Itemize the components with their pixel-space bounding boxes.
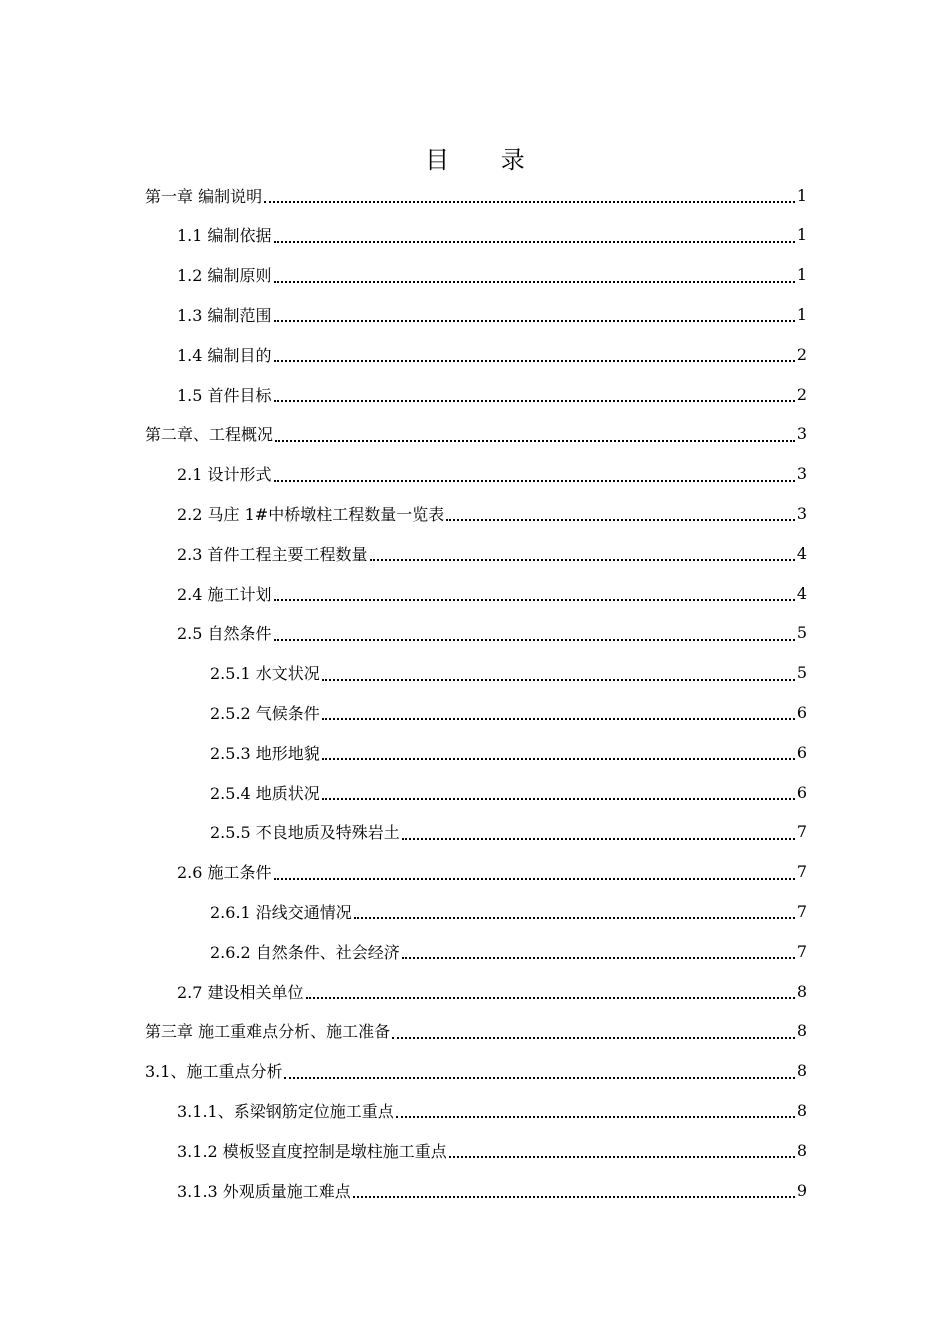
toc-dot-leader (274, 240, 795, 243)
toc-dot-leader (322, 757, 795, 760)
toc-entry-text: 1.2 编制原则 (177, 266, 272, 286)
toc-page-number: 1 (796, 304, 807, 324)
toc-entry-text: 2.4 施工计划 (177, 584, 272, 604)
toc-page-number: 7 (796, 862, 807, 882)
toc-entry[interactable] (145, 414, 807, 454)
page-title: 目 录 (425, 146, 547, 174)
toc-entry[interactable] (177, 454, 807, 494)
toc-entry-text: 3.1、施工重点分析 (145, 1062, 283, 1082)
toc-entry[interactable] (210, 732, 807, 772)
toc-entry[interactable] (177, 613, 807, 653)
toc-dot-leader (446, 518, 795, 521)
toc-page-number: 6 (796, 702, 807, 722)
toc-page-number: 7 (796, 941, 807, 961)
toc-dot-leader (392, 1036, 795, 1039)
toc-page-number: 1 (796, 225, 807, 245)
toc-dot-leader (274, 598, 795, 601)
toc-entry[interactable] (210, 692, 807, 732)
toc-page-number: 8 (796, 1100, 807, 1120)
toc-entry[interactable] (177, 255, 807, 295)
toc-entry[interactable] (210, 812, 807, 852)
toc-entry[interactable] (177, 1090, 807, 1130)
toc-entry-text: 2.6.1 沿线交通情况 (210, 902, 352, 922)
toc-page-number: 3 (796, 503, 807, 523)
toc-dot-leader (322, 717, 795, 720)
toc-page-number: 9 (796, 1180, 807, 1200)
toc-page-number: 7 (796, 901, 807, 921)
toc-entry-text: 2.5 自然条件 (177, 624, 272, 644)
toc-entry[interactable] (177, 971, 807, 1011)
toc-entry-text: 2.1 设计形式 (177, 465, 272, 485)
toc-page-number: 1 (796, 265, 807, 285)
toc-entry[interactable] (177, 852, 807, 892)
toc-entry-text: 2.5.4 地质状况 (210, 783, 320, 803)
toc-entry-text: 第三章 施工重难点分析、施工准备 (145, 1022, 391, 1042)
toc-dot-leader (322, 797, 795, 800)
toc-page-number: 6 (796, 742, 807, 762)
toc-page-number: 4 (796, 543, 807, 563)
toc-entry-text: 2.5.3 地形地貌 (210, 743, 320, 763)
toc-dot-leader (274, 280, 795, 283)
toc-entry[interactable] (177, 215, 807, 255)
toc-page-number: 8 (796, 1140, 807, 1160)
toc-page-number: 8 (796, 1021, 807, 1041)
toc-page-number: 3 (796, 464, 807, 484)
toc-entry-text: 第二章、工程概况 (145, 425, 274, 445)
toc-entry-text: 3.1.1、系梁钢筋定位施工重点 (177, 1101, 394, 1121)
toc-entry[interactable] (177, 573, 807, 613)
toc-dot-leader (274, 638, 795, 641)
toc-entry[interactable] (210, 653, 807, 693)
toc-entry[interactable] (177, 334, 807, 374)
toc-dot-leader (274, 479, 795, 482)
toc-entry-text: 2.5.1 水文状况 (210, 664, 320, 684)
toc-entry-text: 第一章 编制说明 (145, 186, 263, 206)
toc-dot-leader (370, 558, 795, 561)
toc-dot-leader (306, 996, 795, 999)
toc-page-number: 2 (796, 344, 807, 364)
toc-dot-leader (396, 1115, 795, 1118)
toc-dot-leader (354, 916, 795, 919)
toc-entry[interactable] (145, 175, 807, 215)
toc-page-number: 8 (796, 1061, 807, 1081)
toc-entry-text: 1.4 编制目的 (177, 345, 272, 365)
toc-entry-text: 2.3 首件工程主要工程数量 (177, 544, 368, 564)
toc-dot-leader (275, 439, 795, 442)
toc-entry[interactable] (177, 294, 807, 334)
toc-entry-text: 2.5.5 不良地质及特殊岩土 (210, 823, 400, 843)
toc-entry-text: 3.1.3 外观质量施工难点 (177, 1181, 351, 1201)
toc-entry[interactable] (145, 1011, 807, 1051)
toc-entry-text: 2.5.2 气候条件 (210, 703, 320, 723)
toc-entry-text: 1.5 首件目标 (177, 385, 272, 405)
toc-entry[interactable] (210, 772, 807, 812)
toc-dot-leader (274, 359, 795, 362)
toc-dot-leader (402, 956, 795, 959)
toc-page-number: 8 (796, 981, 807, 1001)
toc-entry[interactable] (210, 931, 807, 971)
toc-dot-leader (274, 399, 795, 402)
toc-entry[interactable] (145, 1051, 807, 1091)
toc-entry[interactable] (177, 493, 807, 533)
toc-entry-text: 2.2 马庄 1#中桥墩柱工程数量一览表 (177, 504, 445, 524)
toc-dot-leader (274, 877, 795, 880)
toc-entry-text: 1.1 编制依据 (177, 226, 272, 246)
toc-page-number: 2 (796, 384, 807, 404)
toc-page-number: 5 (796, 663, 807, 683)
toc-entry[interactable] (177, 533, 807, 573)
toc-entry[interactable] (210, 891, 807, 931)
toc-page-number: 7 (796, 822, 807, 842)
toc-page-number: 5 (796, 623, 807, 643)
toc-entry-text: 2.6.2 自然条件、社会经济 (210, 942, 400, 962)
toc-dot-leader (402, 837, 795, 840)
toc-entry[interactable] (177, 1130, 807, 1170)
toc-entry-text: 2.6 施工条件 (177, 863, 272, 883)
toc-entry-text: 3.1.2 模板竖直度控制是墩柱施工重点 (177, 1141, 447, 1161)
toc-entry[interactable] (177, 1170, 807, 1210)
toc-page-number: 4 (796, 583, 807, 603)
toc-entry[interactable] (177, 374, 807, 414)
toc-dot-leader (449, 1155, 795, 1158)
toc-entry-text: 2.7 建设相关单位 (177, 982, 304, 1002)
toc-dot-leader (274, 319, 795, 322)
toc-dot-leader (264, 200, 795, 203)
toc-dot-leader (284, 1076, 794, 1079)
toc-page-number: 6 (796, 782, 807, 802)
toc-entry-text: 1.3 编制范围 (177, 305, 272, 325)
toc-dot-leader (322, 678, 795, 681)
toc-page-number: 1 (796, 185, 807, 205)
toc-page-number: 3 (796, 424, 807, 444)
toc-dot-leader (353, 1195, 795, 1198)
